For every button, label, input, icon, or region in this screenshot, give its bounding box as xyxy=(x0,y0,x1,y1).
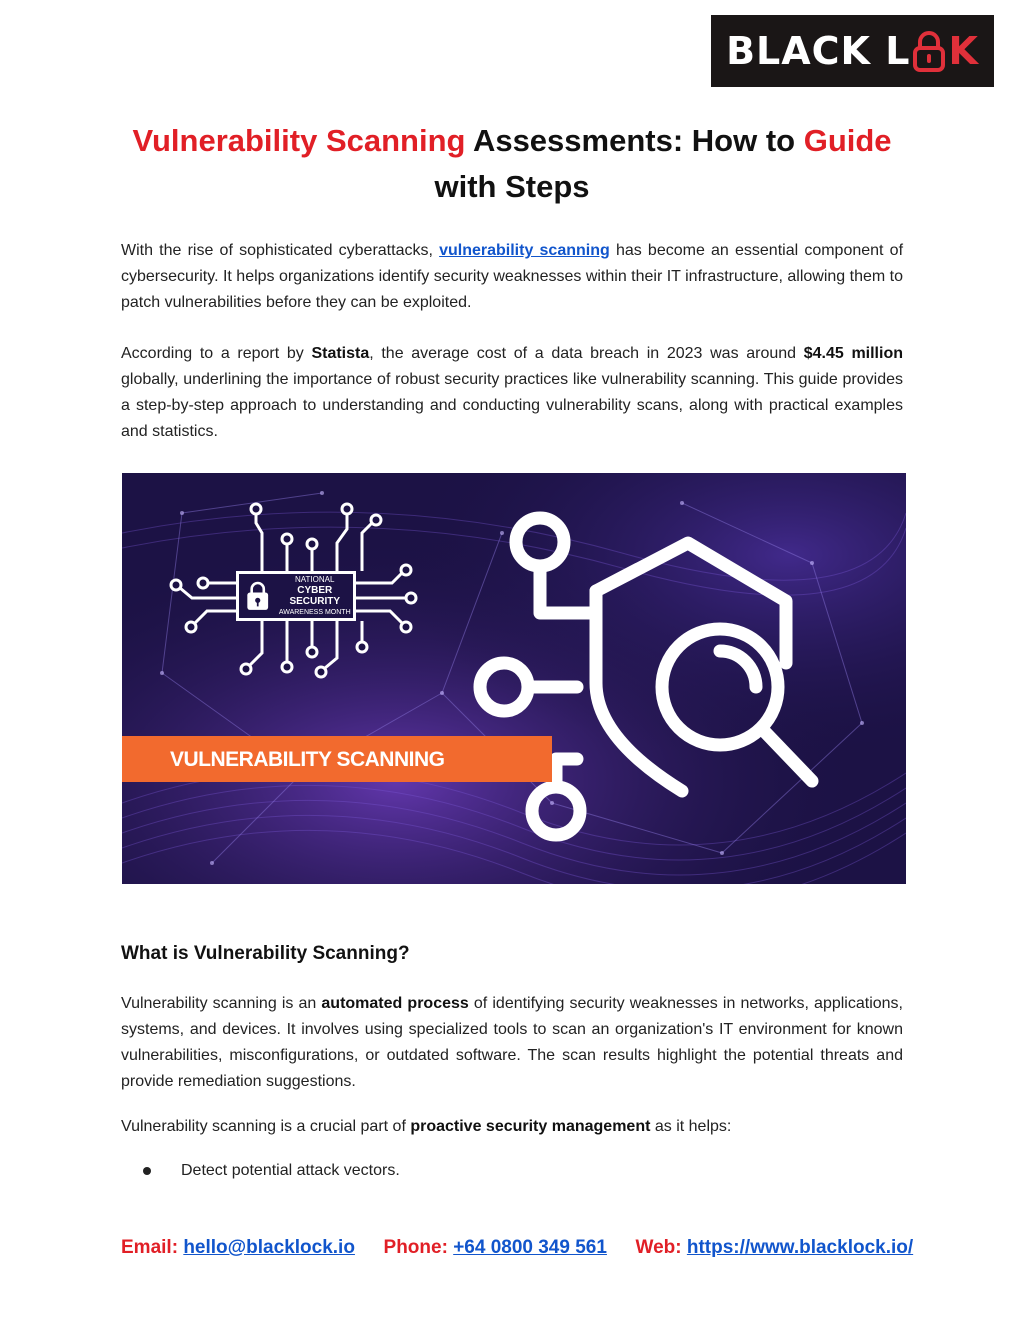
definition-text-2: of identifying security weaknesses in networks, applications, systems, and devices. It involves using specialized tools to scan an organization's IT environment for known vulnerabilities, misconfigurations, or outdated software. The scan results highlight the potential threats and provide remediation suggestions. xyxy=(121,995,904,1090)
definition-bold: automated process xyxy=(321,995,469,1012)
web-label: Web: xyxy=(635,1237,682,1258)
benefits-text-1: Vulnerability scanning is a crucial part of xyxy=(121,1118,411,1135)
stats-text-2: , the average cost of a data breach in 2023 was around xyxy=(369,345,804,362)
badge-line-1: NATIONAL xyxy=(295,575,335,584)
title-part-3: Guide xyxy=(803,123,892,158)
vulnerability-scanning-link[interactable]: vulnerability scanning xyxy=(439,242,610,259)
list-item xyxy=(143,1162,400,1180)
email-label: Email: xyxy=(121,1237,179,1258)
stats-paragraph xyxy=(121,341,903,445)
intro-paragraph xyxy=(121,238,903,316)
phone-label: Phone: xyxy=(383,1237,448,1258)
definition-paragraph xyxy=(121,991,903,1095)
hero-background xyxy=(122,473,906,884)
hero-banner-text: VULNERABILITY SCANNING xyxy=(170,748,445,771)
contact-footer xyxy=(121,1237,913,1259)
lock-icon xyxy=(243,576,272,616)
benefits-intro-paragraph xyxy=(121,1114,903,1140)
padlock-icon xyxy=(911,29,947,73)
phone-link[interactable]: +64 0800 349 561 xyxy=(453,1237,607,1258)
stats-amount: $4.45 million xyxy=(803,345,903,362)
bullet-icon xyxy=(143,1167,151,1175)
definition-text-1: Vulnerability scanning is an xyxy=(121,995,322,1012)
email-link[interactable]: hello@blacklock.io xyxy=(183,1237,355,1258)
badge-text xyxy=(276,574,353,618)
intro-text-2: has become an essential component of cybersecurity. It helps organizations identify security weaknesses within their IT infrastructure, allowing them to patch vulnerabilities before they can be exploited. xyxy=(121,242,904,311)
awareness-badge xyxy=(236,571,356,621)
benefits-bold: proactive security management xyxy=(410,1118,651,1135)
logo-text-right: K xyxy=(948,29,979,73)
page-title xyxy=(100,118,924,210)
benefits-text-2: as it helps: xyxy=(650,1118,732,1135)
badge-line-2: CYBER SECURITY xyxy=(289,585,340,607)
hero-banner xyxy=(122,736,552,782)
hero-image xyxy=(122,473,906,884)
section-heading: What is Vulnerability Scanning? xyxy=(121,943,410,964)
title-part-2: Assessments: How to xyxy=(472,123,796,158)
blacklock-logo[interactable] xyxy=(711,15,994,87)
stats-text-3: globally, underlining the importance of robust security practices like vulnerability scanning. This guide provides a step-by-step approach to understanding and conducting vulnerability scans, along with practical examples and statistics. xyxy=(121,371,903,440)
title-part-4: with Steps xyxy=(434,169,590,204)
badge-line-3: AWARENESS MONTH xyxy=(278,609,351,616)
web-link[interactable]: https://www.blacklock.io/ xyxy=(686,1237,914,1258)
list-item-text: Detect potential attack vectors. xyxy=(181,1162,400,1179)
stats-source: Statista xyxy=(311,345,370,362)
logo-wordmark xyxy=(726,29,979,73)
stats-text-1: According to a report by xyxy=(121,345,312,362)
intro-text-1: With the rise of sophisticated cyberattacks, xyxy=(121,242,440,259)
logo-text-left: BLACK L xyxy=(726,29,911,73)
title-part-1: Vulnerability Scanning xyxy=(132,123,466,158)
